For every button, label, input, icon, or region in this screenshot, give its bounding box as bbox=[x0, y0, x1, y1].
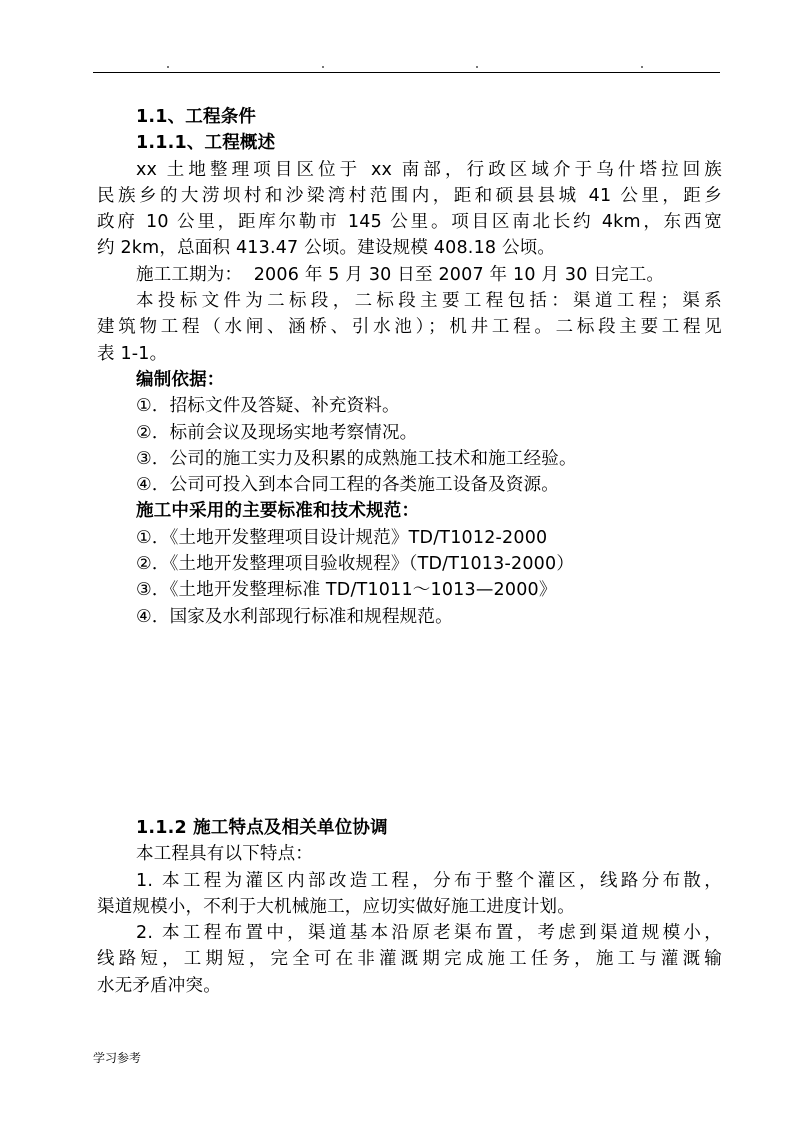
section-heading-1-1: 1.1、工程条件 bbox=[136, 107, 257, 127]
paragraph-line: 2. 本工程布置中，渠道基本沿原老渠布置，考虑到渠道规模小， bbox=[136, 923, 722, 944]
construction-period: 施工工期为： 2006 年 5 月 30 日至 2007 年 10 月 30 日完工。 bbox=[136, 264, 665, 285]
paragraph-line: 线路短，工期短，完全可在非灌溉期完成施工任务，施工与灌溉输 bbox=[97, 949, 722, 970]
bid-paragraph bbox=[97, 288, 722, 367]
list-item: ④．国家及水利部现行标准和规程规范。 bbox=[136, 606, 453, 627]
features-intro: 本工程具有以下特点： bbox=[136, 844, 313, 865]
header-dot bbox=[476, 66, 478, 68]
paragraph-line: 政府 10 公里，距库尔勒市 145 公里。项目区南北长约 4km，东西宽 bbox=[97, 212, 722, 233]
list-item: ①．招标文件及答疑、补充资料。 bbox=[136, 396, 400, 417]
feature-1-paragraph bbox=[97, 868, 722, 921]
header-rule bbox=[93, 72, 720, 73]
paragraph-line: 建筑物工程（水闸、涵桥、引水池）；机井工程。二标段主要工程见 bbox=[97, 317, 722, 338]
feature-2-paragraph bbox=[97, 920, 722, 999]
paragraph-line: xx 土地整理项目区位于 xx 南部，行政区域介于乌什塔拉回族 bbox=[136, 159, 722, 180]
paragraph-line: 民族乡的大涝坝村和沙梁湾村范围内，距和硕县县城 41 公里，距乡 bbox=[97, 185, 722, 206]
document-body bbox=[97, 104, 722, 999]
header-dot bbox=[641, 66, 643, 68]
basis-heading: 编制依据： bbox=[136, 369, 225, 390]
basis-list bbox=[97, 393, 722, 498]
section-heading-1-1-2: 1.1.2 施工特点及相关单位协调 bbox=[136, 817, 388, 838]
paragraph-line: 1. 本工程为灌区内部改造工程，分布于整个灌区，线路分布散， bbox=[136, 870, 722, 891]
overview-paragraph bbox=[97, 157, 722, 262]
paragraph-line: 表 1-1。 bbox=[97, 343, 168, 364]
standards-list bbox=[97, 525, 722, 630]
list-item: ②．标前会议及现场实地考察情况。 bbox=[136, 422, 418, 443]
list-item: ③．公司的施工实力及积累的成熟施工技术和施工经验。 bbox=[136, 448, 577, 469]
list-item: ③．《土地开发整理标准 TD/T1011～1013—2000》 bbox=[136, 580, 557, 601]
paragraph-line: 本投标文件为二标段，二标段主要工程包括：渠道工程；渠系 bbox=[136, 291, 722, 312]
page-footer: 学习参考 bbox=[93, 1051, 142, 1065]
standards-heading: 施工中采用的主要标准和技术规范： bbox=[136, 501, 420, 522]
header-dot bbox=[322, 66, 324, 68]
header-dot bbox=[167, 66, 169, 68]
paragraph-line: 约 2km，总面积 413.47 公顷。建设规模 408.18 公顷。 bbox=[97, 238, 556, 259]
paragraph-line: 渠道规模小，不利于大机械施工，应切实做好施工进度计划。 bbox=[97, 896, 575, 917]
list-item: ②．《土地开发整理项目验收规程》（TD/T1013-2000） bbox=[136, 554, 575, 575]
list-item: ①．《土地开发整理项目设计规范》TD/T1012-2000 bbox=[136, 527, 548, 548]
list-item: ④．公司可投入到本合同工程的各类施工设备及资源。 bbox=[136, 475, 559, 496]
blank-space bbox=[97, 630, 722, 815]
section-heading-1-1-1: 1.1.1、工程概述 bbox=[136, 133, 276, 154]
paragraph-line: 水无矛盾冲突。 bbox=[97, 975, 221, 996]
